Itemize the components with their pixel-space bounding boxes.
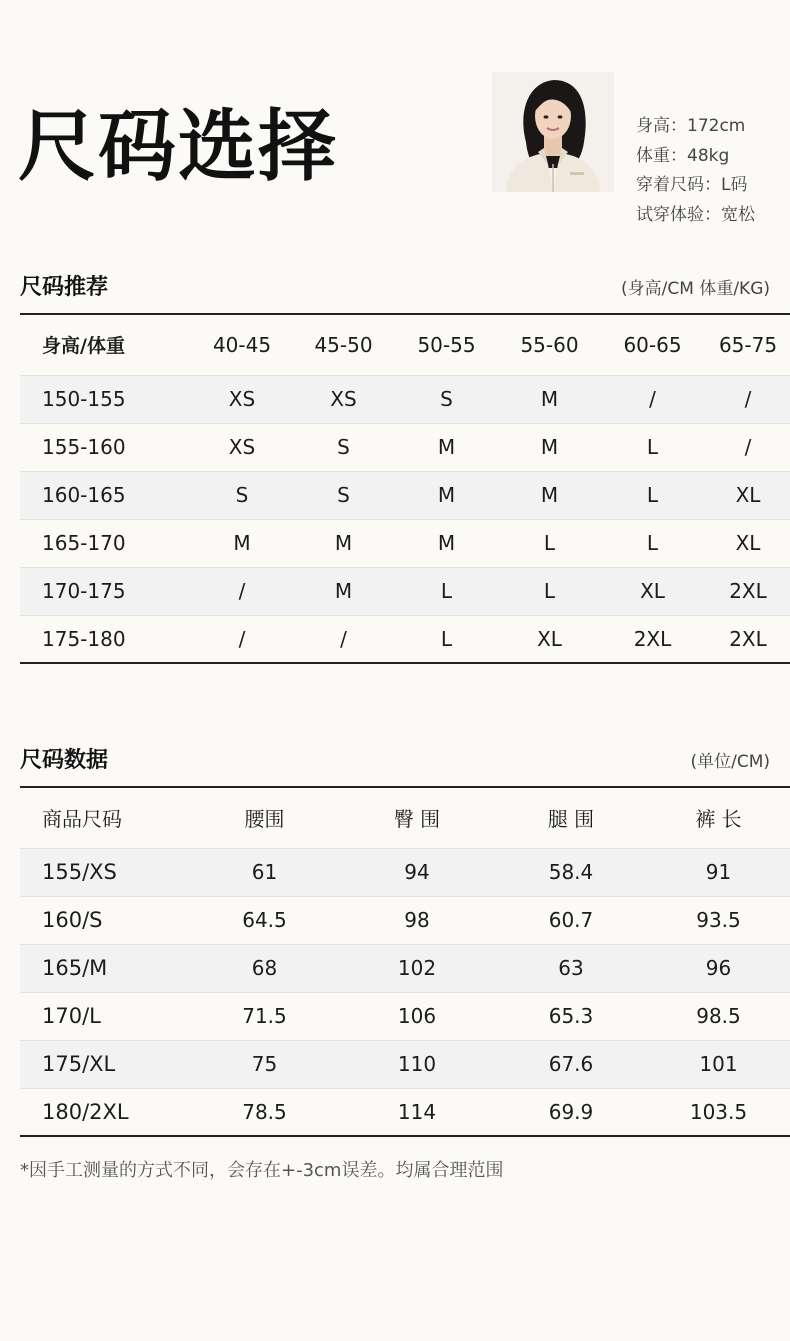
column-header: 65-75 — [718, 332, 778, 357]
row-label: 155-160 — [42, 435, 126, 459]
table-cell: M — [334, 579, 353, 603]
table-cell: / — [340, 626, 347, 651]
column-header: 50-55 — [417, 332, 476, 357]
size-data-unit: (单位/CM) — [690, 752, 770, 772]
table-cell: XL — [537, 626, 562, 651]
table-cell: / — [238, 579, 246, 603]
model-weight: 体重：48kg — [636, 145, 730, 166]
table-row — [20, 1088, 790, 1136]
table-cell: 102 — [397, 956, 437, 980]
table-cell: M — [233, 531, 251, 555]
table-cell: 63 — [558, 956, 584, 980]
model-fit: 试穿体验：宽松 — [636, 204, 755, 225]
table-cell: 98.5 — [696, 1004, 741, 1028]
column-header: 60-65 — [623, 332, 682, 357]
table-cell: 2XL — [729, 579, 767, 603]
table-cell: / — [744, 435, 752, 459]
model-info — [636, 112, 755, 230]
table-cell: XS — [228, 435, 256, 459]
table-row — [20, 992, 790, 1040]
table-cell: 69.9 — [548, 1099, 594, 1124]
column-header: 腿 围 — [547, 807, 595, 832]
size-data-title: 尺码数据 — [20, 748, 109, 773]
row-label: 155/XS — [42, 860, 117, 884]
table-cell: M — [334, 531, 353, 555]
table-cell: 68 — [251, 956, 278, 980]
column-header: 臀 围 — [393, 807, 441, 832]
table-cell: 65.3 — [548, 1004, 594, 1028]
table-cell: M — [437, 483, 456, 507]
recommend-section-header — [20, 270, 770, 301]
size-recommend-table — [20, 313, 790, 664]
table-cell: 91 — [705, 860, 732, 884]
table-cell: 103.5 — [689, 1099, 748, 1124]
table-cell: L — [646, 483, 659, 507]
table-cell: XS — [330, 387, 357, 411]
size-data-table — [20, 786, 790, 1137]
table-cell: 93.5 — [696, 908, 741, 932]
column-header: 裤 长 — [695, 807, 742, 832]
table-cell: M — [540, 387, 559, 411]
table-cell: L — [543, 531, 556, 555]
table-header-row — [20, 314, 790, 375]
table-row — [20, 567, 790, 615]
table-cell: S — [235, 483, 249, 507]
table-cell: XL — [735, 531, 761, 555]
table-cell: / — [649, 387, 656, 411]
table-cell: 67.6 — [548, 1052, 594, 1076]
column-header: 45-50 — [314, 332, 373, 357]
table-cell: 58.4 — [548, 860, 594, 884]
column-header: 40-45 — [212, 332, 272, 357]
page-title: 尺码选择 — [18, 102, 339, 192]
table-cell: 2XL — [729, 626, 767, 651]
table-cell: 61 — [251, 860, 278, 884]
table-cell: 96 — [705, 956, 732, 980]
row-label: 175-180 — [42, 626, 126, 651]
model-size-worn: 穿着尺码：L码 — [636, 175, 748, 195]
row-label: 160/S — [42, 908, 103, 932]
table-cell: 64.5 — [242, 908, 287, 932]
table-row — [20, 896, 790, 944]
table-cell: 78.5 — [242, 1099, 287, 1124]
column-header: 55-60 — [520, 332, 579, 357]
table-cell: S — [440, 387, 453, 411]
row-label: 180/2XL — [42, 1099, 129, 1124]
table-cell: M — [540, 435, 559, 459]
row-label: 150-155 — [42, 387, 126, 411]
table-row — [20, 375, 790, 423]
recommend-title: 尺码推荐 — [20, 275, 109, 300]
table-cell: XL — [735, 483, 761, 507]
size-data-section-header — [20, 743, 770, 774]
model-photo — [492, 72, 614, 192]
table-row — [20, 615, 790, 663]
table-header-row — [20, 787, 790, 848]
table-cell: L — [646, 531, 659, 555]
table-row — [20, 848, 790, 896]
table-cell: 60.7 — [548, 908, 594, 932]
table-row — [20, 471, 790, 519]
column-header: 身高/体重 — [42, 335, 125, 358]
table-cell: M — [540, 483, 559, 507]
table-cell: / — [238, 626, 246, 651]
table-cell: 106 — [397, 1004, 437, 1028]
row-label: 170-175 — [42, 579, 126, 603]
table-cell: L — [543, 579, 556, 603]
row-label: 165-170 — [42, 531, 126, 555]
table-cell: XL — [640, 579, 665, 603]
table-cell: 98 — [404, 908, 430, 932]
column-header: 腰围 — [244, 807, 285, 832]
model-height: 身高：172cm — [636, 116, 746, 136]
table-cell: S — [337, 435, 350, 459]
table-cell: M — [437, 531, 456, 555]
table-cell: L — [646, 435, 659, 459]
column-header: 商品尺码 — [42, 807, 122, 832]
row-label: 170/L — [42, 1004, 101, 1028]
table-cell: 101 — [699, 1052, 738, 1076]
table-cell: 114 — [397, 1099, 437, 1124]
table-cell: 94 — [404, 860, 430, 884]
table-cell: 71.5 — [242, 1004, 287, 1028]
table-cell: XS — [228, 387, 256, 411]
table-cell: M — [437, 435, 456, 459]
row-label: 160-165 — [42, 483, 126, 507]
table-cell: 75 — [251, 1052, 278, 1076]
footnote: *因手工测量的方式不同，会存在+-3cm误差。均属合理范围 — [20, 1160, 504, 1181]
table-row — [20, 519, 790, 567]
row-label: 175/XL — [42, 1052, 116, 1076]
row-label: 165/M — [42, 956, 108, 980]
table-cell: S — [337, 483, 350, 507]
table-cell: 2XL — [633, 626, 672, 651]
table-row — [20, 423, 790, 471]
table-row — [20, 1040, 790, 1088]
recommend-unit: (身高/CM 体重/KG) — [621, 279, 770, 299]
table-cell: L — [440, 626, 453, 651]
table-cell: L — [440, 579, 453, 603]
table-cell: / — [744, 387, 752, 411]
table-cell: 110 — [397, 1052, 437, 1076]
table-row — [20, 944, 790, 992]
